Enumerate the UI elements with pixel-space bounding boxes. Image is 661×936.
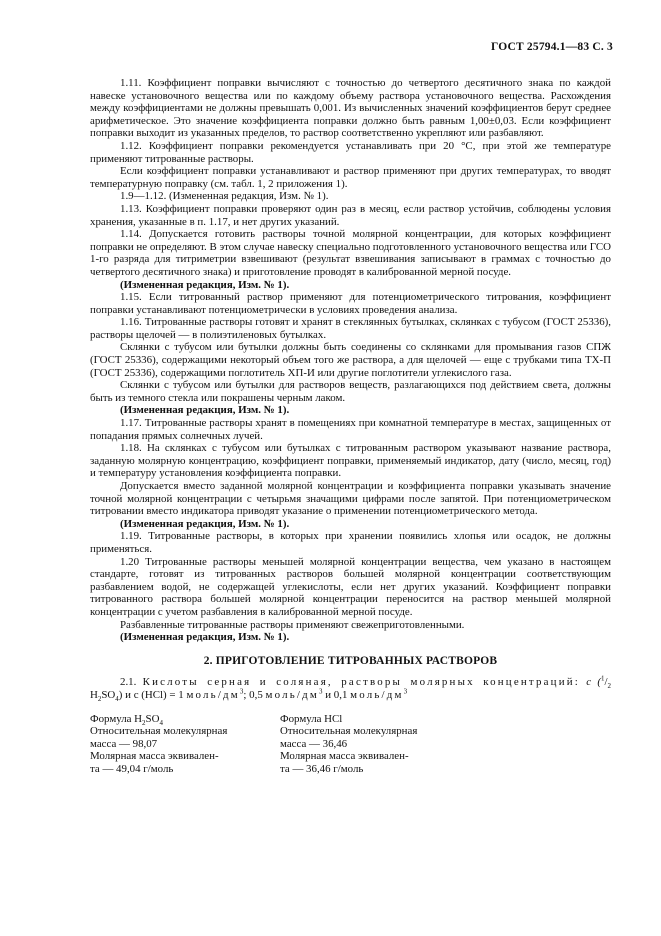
paragraph: (Измененная редакция, Изм. № 1). [120,278,290,291]
formula-column-hcl [280,713,440,776]
mol-mass-value: масса — 98,07 [90,737,158,750]
conc-2: ; 0,5 [243,688,263,701]
unit-3: моль/дм [350,688,404,701]
mol-mass-label: Относительная молекулярная [280,725,418,738]
formula-hcl: Формула HCl [280,712,343,725]
p21-hcl-part: ) и с (НСl) = 1 [118,688,184,701]
unit-1-sup: 3 [239,687,244,696]
paragraph: 1.14. Допускается готовить растворы точной молярной концентрации, для которых коэффициент поправки не определяют. В этом случае навеску специально подготовленного установочного вещества или ГСО 1-го разряда для титриметрии взвешивают (результат взвешивания записывают в граммах с точностью до четвертого десятичного знака) и приготовление проводят в калиброванной мерной посуде. [90,228,611,278]
paragraph: 1.16. Титрованные растворы готовят и хранят в стеклянных бутылках, склянках с тубусом (ГОСТ 25336), растворы щелочей — в полиэтиленовых бутылках. [90,316,611,341]
formula-columns [90,713,611,776]
paragraph: 1.11. Коэффициент поправки вычисляют с точностью до четвертого десятичного знака по каждой навеске установочного вещества или по каждому объему раствора установочного вещества. Расхождения между коэффициентами не должны превышать 0,001. Из вычисленных значений коэффициентов берут среднее арифметическое. Это значение коэффициента поправки должно быть равным 1,00±0,03. Если коэффициент поправки выходит из указанных пределов, то раствор соответственно укрепляют или разбавляют. [90,77,611,140]
paragraph: (Измененная редакция, Изм. № 1). [120,631,290,644]
paragraph: Склянки с тубусом или бутылки должны быть соединены со склянками для промывания газов СПЖ (ГОСТ 25336), содержащими некоторый объем того же раствора, а для щелочей — еще с трубками типа ТХ-П (ГОСТ 25336), содержащими поглотитель ХП-И или другие поглотители углекислого газа. [90,341,611,379]
h2so4-part-b: SO [101,688,116,701]
paragraph: Склянки с тубусом или бутылки для растворов веществ, разлагающихся под действием света, должны быть из темного стекла или покрашены черным лаком. [90,379,611,404]
unit-3-sup: 3 [403,687,408,696]
p21-num: 2.1. [120,676,137,689]
page-header: ГОСТ 25794.1—83 С. 3 [490,41,613,53]
paragraph-2-1: 2.1. Кислоты серная и соляная, растворы молярных концентраций: с ($^1/_2$ $H_2SO_4$) и с (НСl) = 1 моль/$дм^3$; 0,5 моль/$дм^3$ и 0,1 моль/$дм^3$ [90,674,611,704]
unit-2: моль/дм [265,688,319,701]
h2so4-sub2: 4 [115,695,119,704]
paragraph: 1.15. Если титрованный раствор применяют для потенциометрического титрования, коэффициент поправки устанавливают потенциометрически в условиях проведения анализа. [90,291,611,316]
paragraph: 1.18. На склянках с тубусом или бутылках с титрованным раствором указывают название раствора, заданную молярную концентрацию, коэффициент поправки, применяемый индикатор, дату (число, месяц, год) и температуру установления коэффициента поправки. [90,442,611,480]
formula-prefix: Формула H [90,712,143,725]
conc-3: и 0,1 [325,688,348,701]
half-numerator: 1 [600,674,605,683]
eq-mass-label: Молярная масса эквивален- [90,750,219,763]
paragraph: Разбавленные титрованные растворы применяют свежеприготовленными. [120,618,465,631]
formula-sub2: 4 [159,718,163,727]
paragraph: 1.12. Коэффициент поправки рекомендуется устанавливать при 20 °С, при этой же температуре применяют титрованные растворы. [90,139,611,165]
p21-spaced-text: Кислоты серная и соляная, растворы молярных концентраций: [142,676,580,689]
paragraph: Допускается вместо заданной молярной концентрации и коэффициента поправки указывать значение точной молярной концентрации с четырьмя значащими цифрами после запятой. При потенциометрическом титровании вместо индикатора приводят указание о применении потенциометрического метода. [90,480,611,518]
formula-column-h2so4 [90,713,250,776]
eq-mass-label: Молярная масса эквивален- [280,750,409,763]
paragraph: (Измененная редакция, Изм. № 1). [120,517,290,530]
paragraph: 1.13. Коэффициент поправки проверяют один раз в месяц, если раствор устойчив, соблюдены условия хранения, указанные в п. 1.17, и нет других указаний. [90,202,611,228]
h2so4-sub1: 2 [97,695,102,704]
eq-mass-value: та — 49,04 г/моль [90,762,174,775]
paragraph: 1.9—1.12. (Измененная редакция, Изм. № 1). [120,190,329,203]
paragraph: (Измененная редакция, Изм. № 1). [120,404,290,417]
unit-1: моль/дм [186,688,240,701]
mol-mass-label: Относительная молекулярная [90,725,228,738]
formula-h2so4 [90,713,250,726]
paragraph: 1.19. Титрованные растворы, в которых при хранении появились хлопья или осадок, не должны применяться. [90,530,611,555]
paragraph: 1.17. Титрованные растворы хранят в помещениях при комнатной температуре в местах, защищенных от попадания прямых солнечных лучей. [90,417,611,442]
formula-sub1: 2 [142,718,146,727]
document-body [90,77,611,775]
mol-mass-value: масса — 36,46 [280,737,348,750]
section-title: 2. ПРИГОТОВЛЕНИЕ ТИТРОВАННЫХ РАСТВОРОВ [203,654,498,667]
paragraph: 1.20 Титрованные растворы меньшей молярной концентрации вещества, чем указано в настоящем стандарте, готовят из титрованных растворов большей молярной концентрации соответствующим разбавлением водой, не содержащей углекислоты, если нет других указаний. Коэффициент поправки титрованного раствора большей молярной концентрации переносится на раствор меньшей молярной концентрации с учетом разбавления в калиброванной мерной посуде. [90,555,611,618]
h2so4-part-a: H [90,688,98,701]
formula-mid: SO [145,712,160,725]
half-denominator: 2 [607,682,611,691]
p21-c-label: с ( [586,676,601,689]
paragraph: Если коэффициент поправки устанавливают и раствор применяют при других температурах, то вводят температурную поправку (см. табл. 1, 2 приложения 1). [90,165,611,190]
unit-2-sup: 3 [318,687,323,696]
paragraph-list [90,77,611,644]
eq-mass-value: та — 36,46 г/моль [280,762,364,775]
